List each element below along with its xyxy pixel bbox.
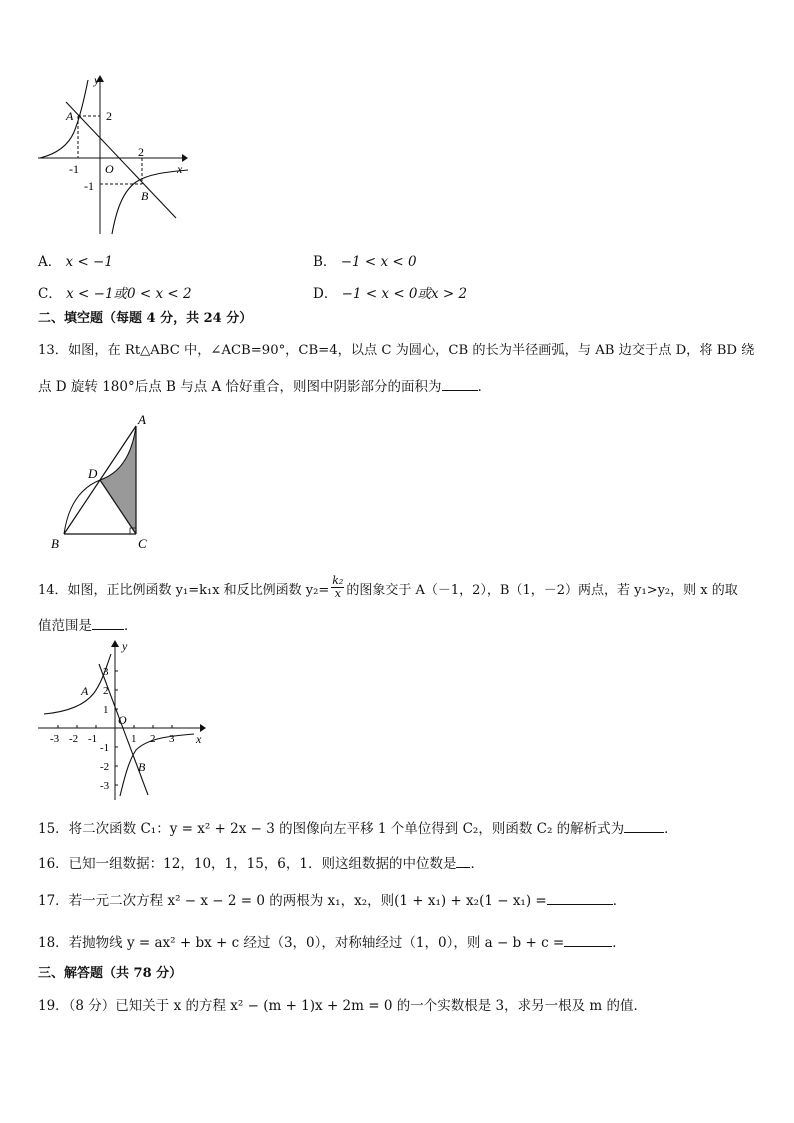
fig13-point-a: A bbox=[138, 412, 146, 427]
fig12-tick-y-neg1: -1 bbox=[84, 179, 94, 193]
q17 bbox=[38, 889, 626, 909]
fig12-tick-y-2: 2 bbox=[106, 109, 112, 123]
fig14-y-tick: -3 bbox=[100, 780, 110, 792]
q12-option-a-text: x < −1 bbox=[65, 254, 113, 270]
q16-end: ． bbox=[470, 856, 484, 872]
q18-answer-blank bbox=[564, 932, 612, 947]
fig14-point-a: A bbox=[81, 684, 89, 698]
fig14-y-tick: 1 bbox=[103, 704, 109, 716]
fig12-axis-y-label: y bbox=[94, 73, 100, 87]
fig13-point-c: C bbox=[138, 536, 147, 551]
q14-line2-text: 值范围是 bbox=[38, 618, 92, 634]
q12-option-d bbox=[313, 282, 467, 302]
q14-fraction bbox=[331, 575, 344, 600]
q13-line2-text: 点 D 旋转 180°后点 B 与点 A 恰好重合，则图中阴影部分的面积为 bbox=[38, 379, 442, 395]
q17-text: 17．若一元二次方程 x² − x − 2 = 0 的两根为 x₁，x₂，则(1 + x₁) + x₂(1 − x₁) = bbox=[38, 893, 547, 909]
q13-answer-blank bbox=[442, 376, 478, 391]
figure-q12-graph bbox=[36, 72, 196, 242]
q13-line1: 13．如图，在 Rt△ABC 中，∠ACB=90°，CB=4，以点 C 为圆心，CB 的长为半径画弧，与 AB 边交于点 D，将 BD 绕 bbox=[38, 343, 755, 358]
q12-option-a-label: A． bbox=[38, 254, 62, 270]
q12-option-d-text: −1 < x < 0或x > 2 bbox=[341, 286, 468, 302]
fig14-y-tick: -2 bbox=[100, 761, 110, 773]
q12-option-b-label: B． bbox=[313, 254, 337, 270]
q17-answer-blank bbox=[547, 890, 613, 905]
fig14-x-tick: -2 bbox=[69, 733, 79, 745]
q16-text: 16．已知一组数据：12，10，1，15，6，1．则这组数据的中位数是 bbox=[38, 856, 457, 872]
q12-option-a bbox=[38, 250, 113, 270]
q18 bbox=[38, 931, 626, 951]
q12-option-d-label: D． bbox=[313, 286, 338, 302]
q14-fraction-denominator: x bbox=[334, 587, 341, 600]
fig14-axis-x-label: x bbox=[196, 732, 202, 746]
fig12-tick-x-neg1: -1 bbox=[69, 162, 79, 176]
q13-line2 bbox=[38, 375, 491, 395]
q14-answer-blank bbox=[92, 615, 124, 630]
q19: 19．（8 分）已知关于 x 的方程 x² − (m + 1)x + 2m = 0 的一个实数根是 3，求另一根及 m 的值． bbox=[38, 998, 647, 1014]
fig12-point-b: B bbox=[141, 189, 149, 203]
fig12-axis-x-label: x bbox=[177, 162, 183, 176]
fig14-y-tick: 2 bbox=[103, 685, 109, 697]
fig14-y-tick: -1 bbox=[100, 742, 110, 754]
fig14-x-tick: 1 bbox=[131, 733, 137, 745]
q14-fraction-numerator: k₂ bbox=[332, 574, 344, 587]
section3-title: 三、解答题（共 78 分） bbox=[38, 966, 183, 981]
q14-line1 bbox=[38, 574, 738, 603]
q12-option-c-text: x < −1或0 < x < 2 bbox=[66, 286, 192, 302]
q14-line1-post: 的图象交于 A（－1，2），B（1，－2）两点，若 y₁>y₂，则 x 的取 bbox=[346, 583, 738, 598]
q17-end: ． bbox=[612, 893, 627, 909]
q14-line1-pre: 14．如图，正比例函数 y₁=k₁x 和反比例函数 y₂= bbox=[38, 583, 330, 598]
q15-text: 15．将二次函数 C₁：y = x² + 2x − 3 的图像向左平移 1 个单位得到 C₂，则函数 C₂ 的解析式为 bbox=[38, 821, 625, 837]
q14-line2 bbox=[38, 614, 138, 634]
q18-text: 18．若抛物线 y = ax² + bx + c 经过（3，0），对称轴经过（1，0），则 a − b + c = bbox=[38, 935, 565, 951]
fig13-point-d: D bbox=[88, 466, 98, 481]
q12-option-b-text: −1 < x < 0 bbox=[340, 254, 417, 270]
fig14-x-tick: 3 bbox=[169, 733, 175, 745]
fig14-x-tick: -3 bbox=[50, 733, 60, 745]
q15 bbox=[38, 817, 678, 837]
q18-end: ． bbox=[612, 935, 626, 951]
q12-option-c bbox=[38, 282, 192, 302]
q14-line2-end: ． bbox=[124, 618, 138, 634]
q15-end: ． bbox=[664, 821, 678, 837]
q12-option-b bbox=[313, 250, 417, 270]
q16-answer-blank bbox=[456, 853, 470, 868]
figure-q13-triangle bbox=[46, 408, 161, 553]
fig13-point-b: B bbox=[51, 536, 59, 551]
fig14-axis-y-label: y bbox=[122, 639, 128, 653]
fig12-tick-x-2: 2 bbox=[138, 145, 144, 159]
fig14-y-tick: 3 bbox=[103, 666, 109, 678]
fig12-point-a: A bbox=[66, 109, 74, 123]
fig14-x-tick: 2 bbox=[150, 733, 156, 745]
section2-title: 二、填空题（每题 4 分，共 24 分） bbox=[38, 311, 253, 326]
q15-answer-blank bbox=[624, 818, 664, 833]
q16 bbox=[38, 852, 484, 872]
fig14-origin: O bbox=[118, 713, 127, 727]
q13-line2-end: ． bbox=[477, 379, 492, 395]
figure-q14-graph bbox=[36, 638, 208, 802]
fig12-origin: O bbox=[105, 162, 114, 176]
fig14-point-b: B bbox=[138, 760, 146, 774]
q12-option-c-label: C． bbox=[38, 286, 62, 302]
fig14-x-tick: -1 bbox=[88, 733, 98, 745]
